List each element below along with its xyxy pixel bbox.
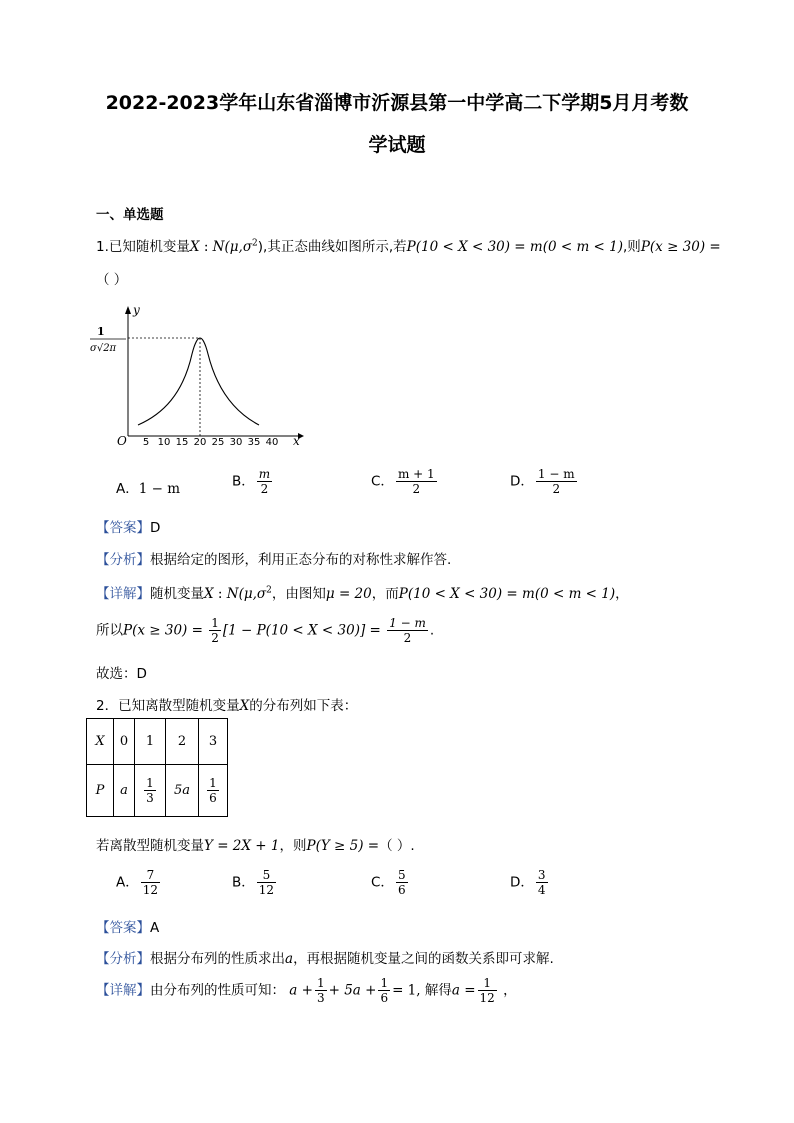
q1-prob-cond: P(10 < X < 30) = m(0 < m < 1) bbox=[406, 239, 624, 255]
detail-tag: 【详解】 bbox=[96, 982, 150, 999]
frac-num: m bbox=[258, 467, 271, 481]
table-cell: P bbox=[87, 765, 114, 817]
x-tick-label: 10 bbox=[157, 437, 171, 448]
q2-var: X bbox=[239, 698, 250, 714]
q2-option-d bbox=[510, 868, 550, 897]
detail-cond: P(10 < X < 30) = m(0 < m < 1) bbox=[398, 586, 616, 602]
option-letter: A． bbox=[116, 481, 139, 497]
analysis-tag: 【分析】 bbox=[96, 951, 150, 967]
q1-option-d bbox=[510, 467, 579, 496]
q1-var-x: X bbox=[189, 239, 200, 255]
frac-den: 12 bbox=[142, 883, 159, 897]
q2-ask-eq: Y = 2X + 1 bbox=[204, 838, 280, 854]
option-letter: C． bbox=[371, 473, 394, 490]
q2-option-b bbox=[232, 868, 278, 897]
q1-tilde: : bbox=[203, 239, 209, 255]
frac-num: 5 bbox=[257, 868, 276, 883]
section-heading: 一、单选题 bbox=[96, 207, 164, 223]
q1-option-a bbox=[116, 477, 180, 497]
option-letter: A． bbox=[116, 874, 139, 891]
x-tick-label: 20 bbox=[193, 437, 207, 448]
detail-normal: N(μ,σ bbox=[226, 586, 267, 602]
frac-num: 1 bbox=[380, 976, 389, 990]
x-axis-label: x bbox=[293, 434, 300, 448]
frac-den: 6 bbox=[209, 791, 217, 805]
frac-num: 1 bbox=[209, 776, 217, 790]
option-letter: B． bbox=[232, 473, 255, 490]
frac-num: 1 bbox=[146, 776, 154, 790]
frac-den: 6 bbox=[397, 883, 406, 897]
y-axis-label: y bbox=[133, 304, 140, 317]
document-title-line2: 学试题 bbox=[368, 134, 426, 156]
frac-num: 1 bbox=[478, 976, 497, 991]
frac-den: 12 bbox=[258, 883, 275, 897]
frac-den: 2 bbox=[211, 631, 219, 645]
option-text: 1 − m bbox=[138, 481, 181, 497]
eq-a: a + bbox=[289, 982, 313, 999]
q1-answer bbox=[96, 516, 160, 536]
detail-d: ， bbox=[615, 586, 629, 602]
x-tick-label: 30 bbox=[229, 437, 243, 448]
answer-tag: 【答案】 bbox=[96, 520, 150, 536]
frac-num: 1 bbox=[316, 976, 325, 990]
frac-num: 1 − m bbox=[537, 467, 575, 481]
normal-curve bbox=[138, 338, 259, 425]
frac-num: 3 bbox=[537, 868, 546, 882]
option-letter: D． bbox=[510, 473, 534, 490]
q2-detail bbox=[96, 976, 517, 1005]
q1-option-c bbox=[371, 467, 439, 496]
detail-a: 由分布列的性质可知： bbox=[150, 982, 285, 999]
detail-b: 解得 bbox=[424, 982, 452, 999]
y-axis-arrow bbox=[125, 306, 131, 314]
q2-answer bbox=[96, 916, 159, 936]
table-cell: X bbox=[87, 719, 114, 765]
detail-sq: 2 bbox=[266, 585, 272, 596]
q2-ask-c: （ ）. bbox=[379, 838, 415, 854]
detail-var: X bbox=[204, 586, 214, 602]
detail-b: ，由图知 bbox=[271, 586, 326, 602]
frac-num: 1 − m bbox=[389, 616, 426, 630]
x-tick-label: 40 bbox=[265, 437, 279, 448]
so-b: P(x ≥ 30) = bbox=[123, 622, 203, 639]
analysis-a: 根据分布列的性质求出 bbox=[150, 951, 285, 967]
q1-sq: 2 bbox=[252, 238, 258, 249]
so-a: 所以 bbox=[96, 622, 123, 639]
frac-num: 1 bbox=[211, 616, 219, 630]
q2-ask-a: 若离散型随机变量 bbox=[96, 838, 204, 854]
analysis-b: ，再根据随机变量之间的函数关系即可求解. bbox=[293, 951, 554, 967]
answer-value: A bbox=[150, 920, 160, 936]
detail-a: 随机变量 bbox=[150, 586, 204, 602]
q2-stem-b: 的分布列如下表： bbox=[249, 698, 358, 714]
frac-den: 6 bbox=[380, 991, 389, 1005]
answer-value: D bbox=[150, 520, 161, 536]
detail-tag: 【详解】 bbox=[96, 586, 150, 602]
analysis-text: 根据给定的图形，利用正态分布的对称性求解作答. bbox=[150, 552, 452, 568]
table-cell bbox=[135, 765, 166, 817]
table-cell: 0 bbox=[114, 719, 135, 765]
q2-ask-b: ，则 bbox=[279, 838, 307, 854]
x-tick-label: 35 bbox=[247, 437, 261, 448]
detail-end: ， bbox=[503, 982, 517, 999]
q1-stem-b: ),其正态曲线如图所示,若 bbox=[257, 239, 407, 255]
x-tick-label: 5 bbox=[142, 437, 150, 448]
q2-stem-a: 2．已知离散型随机变量 bbox=[96, 698, 240, 714]
detail-c: ，而 bbox=[371, 586, 399, 602]
table-cell: a bbox=[114, 765, 135, 817]
analysis-tag: 【分析】 bbox=[96, 552, 150, 568]
q1-normal: N(μ,σ bbox=[212, 239, 253, 255]
so-c: [1 − P(10 < X < 30)] = bbox=[222, 622, 381, 639]
table-row bbox=[87, 765, 228, 817]
frac-den: 2 bbox=[403, 631, 412, 645]
frac-den: 4 bbox=[537, 883, 546, 897]
frac-den: 2 bbox=[260, 482, 269, 496]
q2-ask bbox=[96, 834, 415, 854]
q1-choice: 故选：D bbox=[96, 666, 147, 682]
eq-b: + 5a + bbox=[328, 982, 377, 999]
q1-stem-c: ,则 bbox=[623, 239, 641, 255]
x-tick-label: 25 bbox=[211, 437, 225, 448]
q2-ask-p: P(Y ≥ 5) = bbox=[306, 838, 380, 854]
so-end: . bbox=[429, 622, 435, 639]
option-letter: B． bbox=[232, 874, 255, 891]
table-row bbox=[87, 719, 228, 765]
analysis-var: a bbox=[285, 951, 294, 967]
q1-stem bbox=[96, 235, 721, 255]
sol-a: a = bbox=[451, 982, 476, 999]
q2-analysis bbox=[96, 947, 554, 967]
q1-detail bbox=[96, 582, 629, 602]
option-letter: D． bbox=[510, 874, 534, 891]
q1-paren: （ ） bbox=[96, 272, 128, 288]
q1-option-b bbox=[232, 467, 274, 496]
frac-den: 2 bbox=[412, 482, 421, 496]
q2-option-a bbox=[116, 868, 162, 897]
frac-den: 12 bbox=[479, 991, 495, 1005]
normal-curve-graph bbox=[88, 304, 318, 450]
eq-c: = 1, bbox=[392, 982, 421, 999]
ylabel-denominator: σ√2π bbox=[90, 343, 117, 354]
q1-prob-ask: P(x ≥ 30) = bbox=[640, 239, 721, 255]
frac-num: m + 1 bbox=[397, 467, 435, 481]
detail-mu: μ = 20 bbox=[325, 586, 372, 602]
table-cell: 1 bbox=[135, 719, 166, 765]
frac-den: 2 bbox=[552, 482, 561, 496]
frac-num: 5 bbox=[397, 868, 406, 882]
q1-stem-a: 1.已知随机变量 bbox=[96, 239, 190, 255]
table-cell: 2 bbox=[166, 719, 199, 765]
distribution-table bbox=[86, 718, 228, 817]
answer-tag: 【答案】 bbox=[96, 920, 150, 936]
origin-label: O bbox=[117, 434, 127, 448]
q1-conclusion bbox=[96, 616, 434, 645]
frac-den: 3 bbox=[316, 991, 325, 1005]
detail-tilde: : bbox=[217, 586, 223, 602]
frac-den: 3 bbox=[146, 791, 154, 805]
option-letter: C． bbox=[371, 874, 394, 891]
q2-stem bbox=[96, 694, 357, 714]
frac-num: 7 bbox=[141, 868, 160, 883]
document-title-line1: 2022-2023学年山东省淄博市沂源县第一中学高二下学期5月月考数 bbox=[105, 92, 689, 114]
q1-analysis bbox=[96, 548, 451, 568]
table-cell bbox=[199, 765, 228, 817]
x-tick-label: 15 bbox=[175, 437, 189, 448]
table-cell: 5a bbox=[166, 765, 199, 817]
q2-option-c bbox=[371, 868, 410, 897]
ylabel-numerator: 1 bbox=[97, 325, 105, 338]
table-cell: 3 bbox=[199, 719, 228, 765]
